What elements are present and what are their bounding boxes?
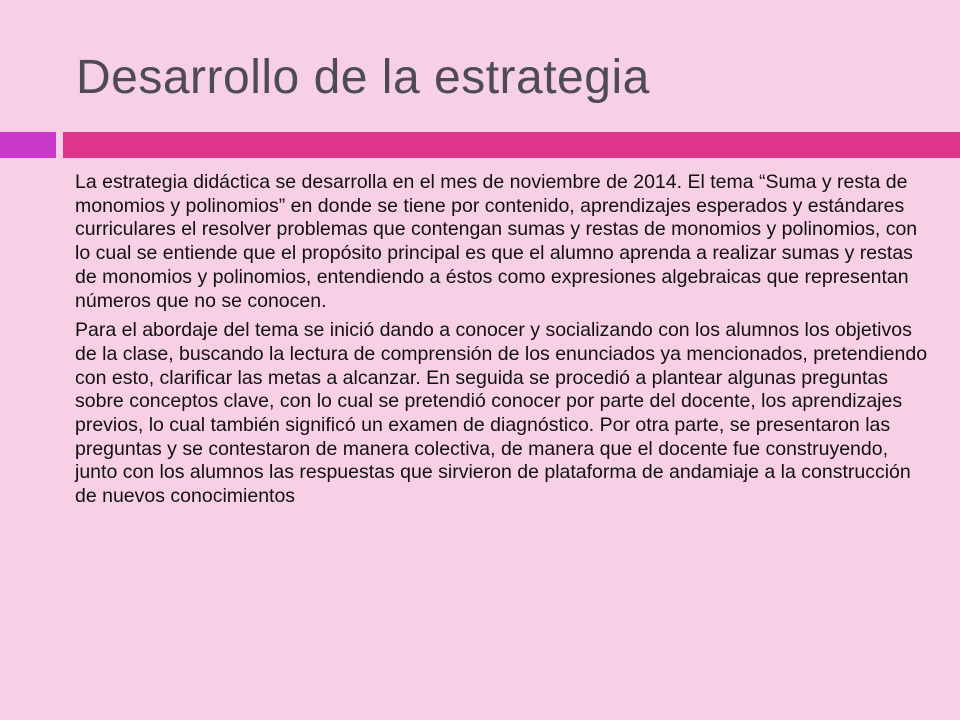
slide-title: Desarrollo de la estrategia xyxy=(76,51,650,104)
accent-bar-left xyxy=(0,132,56,158)
slide-body xyxy=(75,171,935,515)
accent-bar-main xyxy=(63,132,960,158)
body-paragraph-2: Para el abordaje del tema se inició dando a conocer y socializando con los alumnos los objetivos de la clase, buscando la lectura de comprensión de los enunciados ya mencionados, pretendiendo con esto, clarificar las metas a alcanzar. En seguida se procedió a plantear algunas preguntas sobre conceptos clave, con lo cual se pretendió conocer por parte del docente, los aprendizajes previos, lo cual también significó un examen de diagnóstico. Por otra parte, se presentaron las preguntas y se contestaron de manera colectiva, de manera que el docente fue construyendo, junto con los alumnos las respuestas que sirvieron de plataforma de andamiaje a la construcción de nuevos conocimientos xyxy=(75,319,928,508)
body-paragraph-1: La estrategia didáctica se desarrolla en el mes de noviembre de 2014. El tema “Suma y resta de monomios y polinomios” en donde se tiene por contenido, aprendizajes esperados y estándares curriculares el resolver problemas que contengan sumas y restas de monomios y polinomios, con lo cual se entiende que el propósito principal es que el alumno aprenda a realizar sumas y restas de monomios y polinomios, entendiendo a éstos como expresiones algebraicas que representan números que no se conocen. xyxy=(75,171,918,312)
